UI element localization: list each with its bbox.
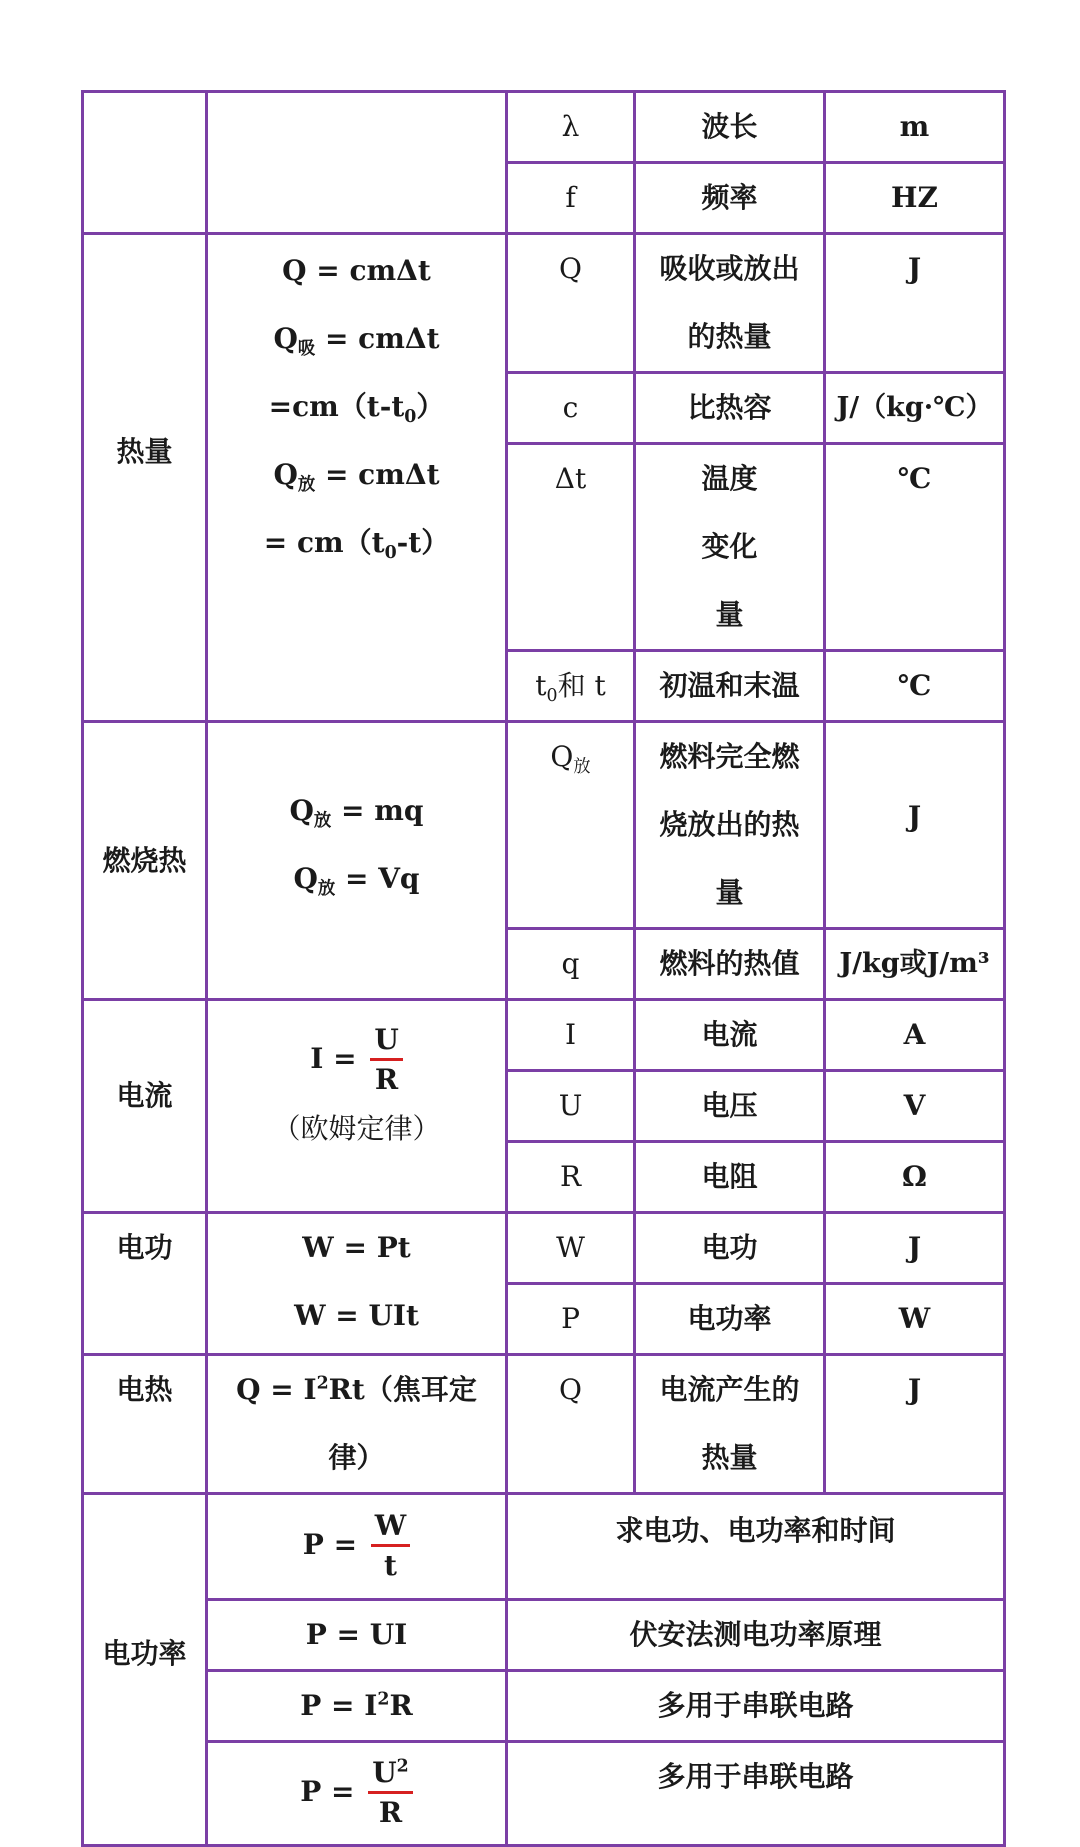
category-work: 电功 — [83, 1213, 207, 1355]
symbol-w: W — [507, 1213, 635, 1284]
name-current-heat: 电流产生的热量 — [635, 1355, 825, 1494]
category-joule-heat: 电热 — [83, 1355, 207, 1494]
category-heat: 热量 — [83, 234, 207, 722]
unit-initial-final-temp: ℃ — [825, 651, 1005, 722]
formula-work-line1: W = Pt — [302, 1231, 411, 1264]
name-wavelength: 波长 — [635, 92, 825, 163]
symbol-i: I — [507, 1000, 635, 1071]
symbol-q-heat: Q — [507, 234, 635, 373]
symbol-lambda: λ — [507, 92, 635, 163]
name-heat-absorbed: 吸收或放出的热量 — [635, 234, 825, 373]
formula-heat-line4: $Q_放 = cm\Delta t$ — [273, 458, 440, 496]
unit-current-heat: J — [825, 1355, 1005, 1494]
unit-specific-heat: J/（kg·℃） — [825, 373, 1005, 444]
name-electric-power: 电功率 — [635, 1284, 825, 1355]
formula-combustion-line2: $Q_放 = Vq$ — [293, 861, 420, 899]
symbol-p: P — [507, 1284, 635, 1355]
physics-formula-table — [81, 90, 1006, 1847]
formula-heat-line5: = $cm(t_0-t)$ — [263, 526, 450, 564]
formula-power-u2-over-r: P = $\frac{U^2}{R}$ — [207, 1742, 507, 1846]
symbol-delta-t: Δt — [507, 444, 635, 651]
formula-work-line2: W = UIt — [294, 1299, 419, 1332]
name-frequency: 频率 — [635, 163, 825, 234]
symbol-u: U — [507, 1071, 635, 1142]
desc-power-3: 多用于串联电路 — [507, 1671, 1005, 1742]
formula-heat — [207, 234, 507, 722]
blank-formula-cell — [207, 92, 507, 234]
symbol-t0-t: $t_0$和 t — [507, 651, 635, 722]
name-temp-change: 温度变化量 — [635, 444, 825, 651]
formula-ohm — [207, 1000, 507, 1213]
formula-heat-line1: Q = cmΔt — [282, 254, 431, 287]
unit-current: A — [825, 1000, 1005, 1071]
symbol-q-release: $Q_放$ — [507, 722, 635, 929]
symbol-f: f — [507, 163, 635, 234]
formula-joule-text: $Q = I^2Rt$（焦耳定律） — [236, 1373, 477, 1474]
desc-power-1: 求电功、电功率和时间 — [507, 1494, 1005, 1600]
name-voltage: 电压 — [635, 1071, 825, 1142]
name-fuel-heat-released: 燃料完全燃烧放出的热量 — [635, 722, 825, 929]
name-specific-heat: 比热容 — [635, 373, 825, 444]
unit-voltage: V — [825, 1071, 1005, 1142]
formula-ohm-expression: I = $\frac{U}{R}$ — [208, 1022, 505, 1099]
symbol-r: R — [507, 1142, 635, 1213]
formula-joule — [207, 1355, 507, 1494]
desc-power-2: 伏安法测电功率原理 — [507, 1600, 1005, 1671]
name-resistance: 电阻 — [635, 1142, 825, 1213]
formula-power-fraction-2: $\frac{U^2}{R}$ — [368, 1755, 413, 1832]
name-initial-final-temp: 初温和末温 — [635, 651, 825, 722]
desc-power-4: 多用于串联电路 — [507, 1742, 1005, 1846]
category-power: 电功率 — [83, 1494, 207, 1846]
category-combustion: 燃烧热 — [83, 722, 207, 1000]
name-electric-work: 电功 — [635, 1213, 825, 1284]
blank-category-cell — [83, 92, 207, 234]
formula-heat-line2: $Q_吸 = cm\Delta t$ — [273, 322, 440, 360]
unit-frequency: HZ — [825, 163, 1005, 234]
unit-resistance: Ω — [825, 1142, 1005, 1213]
unit-electric-power: W — [825, 1284, 1005, 1355]
formula-work — [207, 1213, 507, 1355]
name-fuel-heat-value: 燃料的热值 — [635, 929, 825, 1000]
symbol-q-joule: Q — [507, 1355, 635, 1494]
symbol-q-fuel: q — [507, 929, 635, 1000]
category-current: 电流 — [83, 1000, 207, 1213]
symbol-c: c — [507, 373, 635, 444]
name-current: 电流 — [635, 1000, 825, 1071]
formula-heat-line3: $=cm(t-t_0)$ — [268, 390, 445, 428]
formula-power-fraction-1: $\frac{W}{t}$ — [371, 1508, 410, 1585]
unit-wavelength: m — [825, 92, 1005, 163]
unit-heat: J — [825, 234, 1005, 373]
formula-power-i2r: $P = I^2R$ — [207, 1671, 507, 1742]
unit-electric-work: J — [825, 1213, 1005, 1284]
formula-ohm-fraction: $\frac{U}{R}$ — [370, 1022, 402, 1099]
formula-combustion-line1: $Q_放$ = mq — [289, 793, 424, 831]
formula-power-w-over-t: P = $\frac{W}{t}$ — [207, 1494, 507, 1600]
unit-fuel-heat: J — [825, 722, 1005, 929]
formula-combustion — [207, 722, 507, 1000]
unit-temp-change: ℃ — [825, 444, 1005, 651]
formula-ohm-note: （欧姆定律） — [272, 1111, 441, 1145]
formula-power-ui: P = UI — [207, 1600, 507, 1671]
unit-fuel-heat-value: J/kg或J/m³ — [825, 929, 1005, 1000]
